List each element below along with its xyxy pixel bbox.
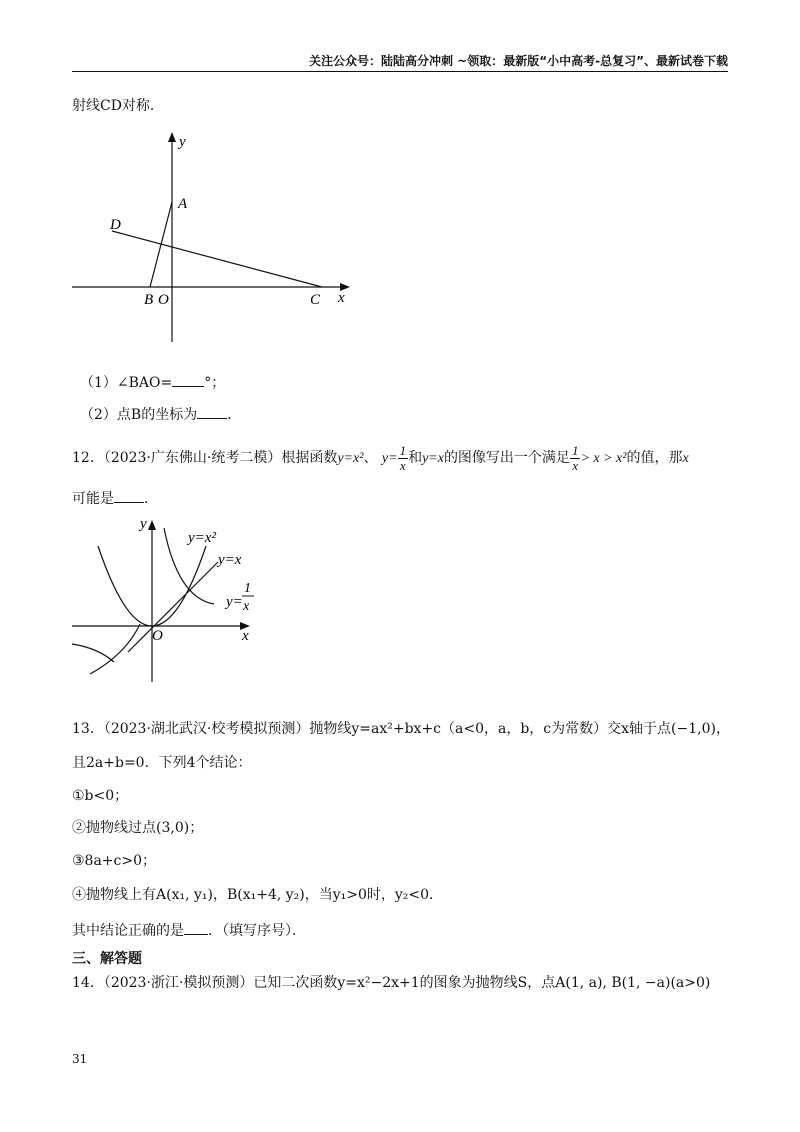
page-number: 31 <box>72 1052 88 1066</box>
q12-curve-hyperbola-q3 <box>90 624 140 674</box>
q14-number: 14． <box>72 975 104 991</box>
q11-label-d: D <box>110 217 121 233</box>
section3-title: 三、解答题 <box>72 951 142 967</box>
q11-part2-suffix: ． <box>227 407 242 423</box>
q11-part1-prefix: （1）∠BAO= <box>80 375 173 391</box>
q12-label-inv-lhs: y= <box>226 594 243 610</box>
q12-label-inv-den: x <box>243 599 250 614</box>
q14-text: 已知二次函数y=x²−2x+1的图象为抛物线S，点A(1, a), B(1, −a)(a>0) <box>253 975 711 991</box>
q12-frac-den: x <box>399 457 406 473</box>
q13-line1-text: 抛物线y=ax²+bx+c（a<0，a，b，c为常数）交x轴于点(−1,0)， <box>309 721 730 737</box>
q12-curve-hyperbola-q3b <box>72 644 114 662</box>
q13-answer-suffix: ．（填写序号）． <box>208 923 306 939</box>
q12-frac-num: 1 <box>399 442 407 458</box>
q13-line2: 且2a+b=0．下列4个结论： <box>72 755 252 771</box>
q12-figure <box>66 512 266 684</box>
q11-segment-dc <box>112 231 322 287</box>
q12-text-d: 的值，那 <box>626 450 683 466</box>
q12-cond-rhs: > x > x² <box>580 451 627 466</box>
q12-line2 <box>72 488 158 508</box>
q12-cond-frac-den: x <box>572 457 579 473</box>
q12-label-o: O <box>152 628 163 644</box>
q12-eq2-lhs: y= <box>381 451 398 466</box>
q11-part2-blank[interactable] <box>197 418 227 419</box>
q12-sep1: 、 <box>363 450 378 466</box>
q11-figure <box>60 120 360 350</box>
q12-text-b: 和 <box>408 450 423 466</box>
q11-part1-blank[interactable] <box>172 386 204 387</box>
q11-label-o: O <box>158 292 169 308</box>
q11-y-arrow <box>168 132 176 142</box>
q13-conclusion-4: ④抛物线上有A(x₁, y₁)，B(x₁+4, y₂)，当y₁>0时，y₂<0． <box>72 887 444 903</box>
q11-part1-suffix: °； <box>204 375 226 391</box>
q13-blank[interactable] <box>184 934 208 935</box>
page-header: 关注公众号：陆陆高分冲刺 ~领取：最新版“小中高考-总复习”、最新试卷下载 <box>309 54 728 68</box>
q13-number: 13． <box>72 721 104 737</box>
q11-label-c: C <box>310 292 321 308</box>
q12-eq1: y=x² <box>337 451 364 466</box>
q12-source: （2023·广东佛山·统考二模） <box>103 450 282 466</box>
q14-line1 <box>72 972 710 992</box>
q12-label-lin: y=x <box>218 552 242 568</box>
q13-line1 <box>72 718 730 738</box>
q11-part2 <box>80 404 241 424</box>
q11-label-a: A <box>178 196 188 212</box>
q13-conclusion-2: ②抛物线过点(3,0)； <box>72 820 204 836</box>
q13-conclusion-1: ①b<0； <box>72 788 129 804</box>
q12-eq3: y=x <box>422 451 444 466</box>
q13-conclusion-3: ③8a+c>0； <box>72 853 157 869</box>
q14-source: （2023·浙江·模拟预测） <box>103 975 254 991</box>
q12-frac <box>398 444 409 473</box>
q13-answer-prefix: 其中结论正确的是 <box>72 923 184 939</box>
q13-answer <box>72 920 306 940</box>
q12-line2-text: 可能是 <box>72 491 114 507</box>
q12-line1 <box>72 440 689 476</box>
q12-label-y: y <box>140 516 147 532</box>
q11-label-b: B <box>144 292 154 308</box>
q12-blank[interactable] <box>114 502 144 503</box>
q12-label-x: x <box>242 628 249 644</box>
q12-line-y-eq-x <box>128 562 218 652</box>
q11-label-y: y <box>179 134 186 150</box>
q11-part1 <box>80 372 225 392</box>
q11-label-x: x <box>338 290 345 306</box>
q12-text-a: 根据函数 <box>281 450 338 466</box>
q12-label-sq: y=x² <box>188 530 216 546</box>
q12-number: 12． <box>72 450 104 466</box>
q12-text-c: 的图像写出一个满足 <box>443 450 570 466</box>
q13-source: （2023·湖北武汉·校考模拟预测） <box>103 721 310 737</box>
q12-line2-end: ． <box>144 491 158 507</box>
q12-cond-frac-num: 1 <box>571 442 579 458</box>
q11-part2-prefix: （2）点B的坐标为 <box>80 407 198 423</box>
q12-label-inv-num: 1 <box>244 581 251 596</box>
q11-intro: 射线CD对称． <box>72 98 164 114</box>
q12-text-e: x <box>682 451 689 466</box>
header-rule <box>72 71 728 72</box>
q12-cond-frac <box>570 444 581 473</box>
q12-y-arrow <box>148 520 156 530</box>
